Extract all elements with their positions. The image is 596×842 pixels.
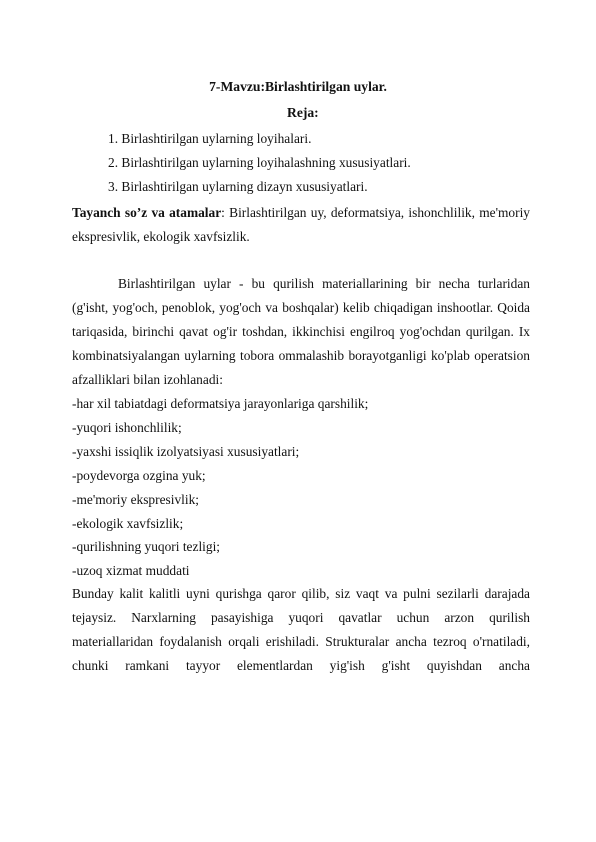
list-item: -ekologik xavfsizlik;	[72, 515, 184, 531]
plan-heading: Reja:	[287, 105, 319, 120]
keywords-text: : Birlashtirilgan uy, deformatsiya, ishonchlilik, me'moriy ekspresivlik, ekologik xavfsizlik.	[72, 205, 530, 244]
closing-paragraph	[72, 582, 530, 678]
list-item: -har xil tabiatdagi deformatsiya jarayonlariga qarshilik;	[72, 396, 369, 411]
keywords-paragraph	[72, 201, 530, 249]
list-item: -uzoq xizmat muddati	[72, 563, 190, 579]
list-item: -me'moriy ekspresivlik;	[72, 491, 199, 507]
list-item: -poydevorga ozgina yuk;	[72, 467, 206, 483]
intro-paragraph	[72, 272, 530, 392]
plan-item: 3. Birlashtirilgan uylarning dizayn xususiyatlari.	[108, 179, 368, 194]
paragraph-text: Bunday kalit kalitli uyni qurishga qaror qilib, siz vaqt va pulni sezilarli darajada tejaysiz. Narxlarning pasayishiga yuqori qavatlar uchun arzon qurilish materiallaridan foydalanish orqali erishiladi. Strukturalar ancha tezroq o'rnatiladi, chunki ramkani tayyor elementlardan yig'ish g'isht quyishdan ancha	[72, 586, 530, 673]
list-item: -yaxshi issiqlik izolyatsiyasi xususiyatlari;	[72, 443, 300, 459]
plan-item: 2. Birlashtirilgan uylarning loyihalashning xususiyatlari.	[108, 155, 411, 170]
paragraph-text: Birlashtirilgan uylar - bu qurilish materiallarining bir necha turlaridan (g'isht, yog'och, penoblok, yog'och va boshqalar) kelib chiqadigan inshootlar. Qoida tariqasida, birinchi qavat og'ir toshdan, ikkinchisi engilroq yog'ochdan qurilgan. Ix kombinatsiyalangan uylarning tobora ommalashib borayotganligi ko'plab operatsion afzalliklari bilan izohlanadi:	[72, 276, 530, 387]
document-title: 7-Mavzu:Birlashtirilgan uylar.	[209, 79, 387, 94]
list-item: -qurilishning yuqori tezligi;	[72, 539, 221, 555]
list-item: -yuqori ishonchlilik;	[72, 419, 182, 435]
advantages-list	[72, 392, 530, 583]
plan-item: 1. Birlashtirilgan uylarning loyihalari.	[108, 131, 312, 146]
keywords-label: Tayanch so’z va atamalar	[72, 205, 222, 220]
